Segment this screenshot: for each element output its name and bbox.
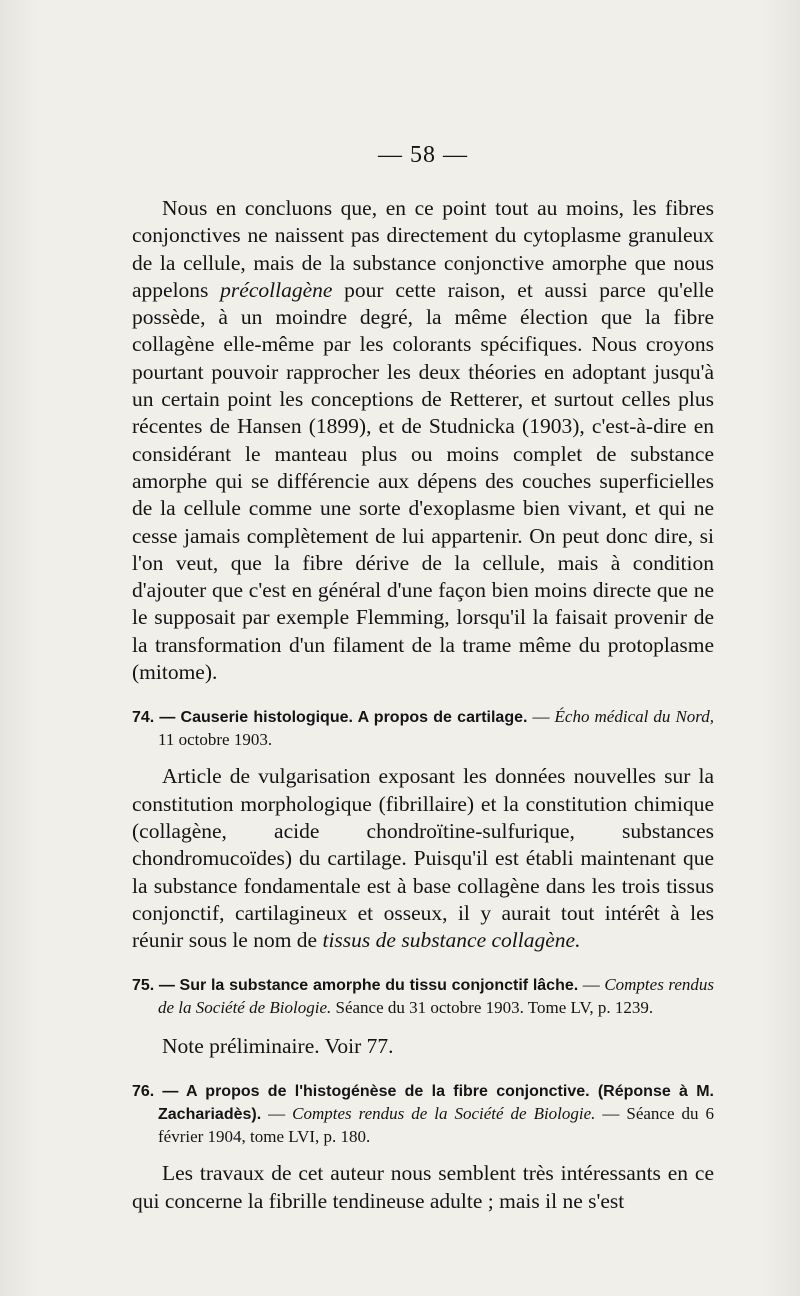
entry-76-body: Les travaux de cet auteur nous semblent très intéressants en ce qui concerne la fibrille tendineuse adulte ; mais il ne s'est <box>132 1161 714 1213</box>
entry-76-number: 76. <box>132 1083 155 1101</box>
intro-text-1: Nous en concluons que, en ce point tout au moins, les fibres conjonctives ne naissent pas directement du cytoplasme granuleux de la cellule, mais de la substance conjonctive amorphe que nous appelons <box>132 196 714 302</box>
entry-75-source: Comptes rendus de la Société de Biologie. <box>158 975 715 1018</box>
entry-74-body-italic: tissus de substance collagène. <box>322 928 581 953</box>
entry-76-source: Comptes rendus de la Société de Biologie. <box>292 1104 596 1124</box>
entry-76-title: — A propos de l'histogénèse de la fibre conjonctive. (Réponse à M. Zachariadès). <box>158 1083 714 1124</box>
entry-74 <box>132 706 714 954</box>
entry-74-heading: 74. — Causerie histologique. A propos de cartilage. — Écho médical du Nord, 11 octobre 1903. <box>132 707 715 750</box>
entry-76 <box>132 1080 714 1215</box>
entry-74-details: 11 octobre 1903. <box>158 730 273 750</box>
page-number: — 58 — <box>378 142 468 168</box>
entry-75-note: Note préliminaire. Voir 77. <box>162 1034 394 1059</box>
entry-74-number: 74. <box>132 709 155 727</box>
entry-75-number: 75. <box>132 977 155 995</box>
entry-75-details: Séance du 31 octobre 1903. Tome LV, p. 1239. <box>331 998 654 1018</box>
intro-text-2: pour cette raison, et aussi parce qu'elle possède, à un moindre degré, la même élection que la fibre collagène elle-même par les colorants spécifiques. Nous croyons pourtant pouvoir rapprocher les deux théories en adoptant jusqu'à un certain point les conceptions de Retterer, et surtout celles plus récentes de Hansen (1899), et de Studnicka (1903), c'est-à-dire en considérant le manteau plus ou moins complet de substance amorphe qui se différencie aux dépens des couches superficielles de la cellule comme une sorte d'exoplasme bien vivant, et qui ne cesse jamais complètement de lui appartenir. On peut donc dire, si l'on veut, que la fibre dérive de la cellule, mais à condition d'ajouter que c'est en général d'une façon bien moins directe que ne le supposait par exemple Flemming, lorsqu'il la faisait provenir de la transformation d'un filament de la trame même du protoplasme (mitome). <box>132 277 714 685</box>
entry-76-details: Séance du 6 février 1904, tome LVI, p. 180. <box>158 1104 714 1147</box>
entry-75-heading: 75. — Sur la substance amorphe du tissu conjonctif lâche. — Comptes rendus de la Société de Biologie. Séance du 31 octobre 1903. Tome LV, p. 1239. <box>132 975 715 1018</box>
entry-75-title: — Sur la substance amorphe du tissu conjonctif lâche. <box>158 977 579 995</box>
entry-74-body-text: Article de vulgarisation exposant les données nouvelles sur la constitution morphologique (fibrillaire) et la constitution chimique (collagène, acide chondroïtine-sulfurique, substances chondromucoïdes) du cartilage. Puisqu'il est établi maintenant que la substance fondamentale est à base collagène dans les trois tissus conjonctif, cartilagineux et osseux, il y aurait tout intérêt à les réunir sous le nom de <box>132 764 714 953</box>
entry-75 <box>132 974 714 1060</box>
intro-paragraph <box>132 195 714 686</box>
entry-76-heading: 76. — A propos de l'histogénèse de la fibre conjonctive. (Réponse à M. Zachariadès). — Comptes rendus de la Société de Biologie. — Séance du 6 février 1904, tome LVI, p. 180. <box>132 1083 714 1147</box>
entry-74-title: — Causerie histologique. A propos de cartilage. <box>159 709 528 727</box>
entry-74-source: Écho médical du Nord, <box>554 707 715 727</box>
entry-74-body <box>132 763 714 954</box>
intro-italic-term: précollagène <box>220 277 333 302</box>
